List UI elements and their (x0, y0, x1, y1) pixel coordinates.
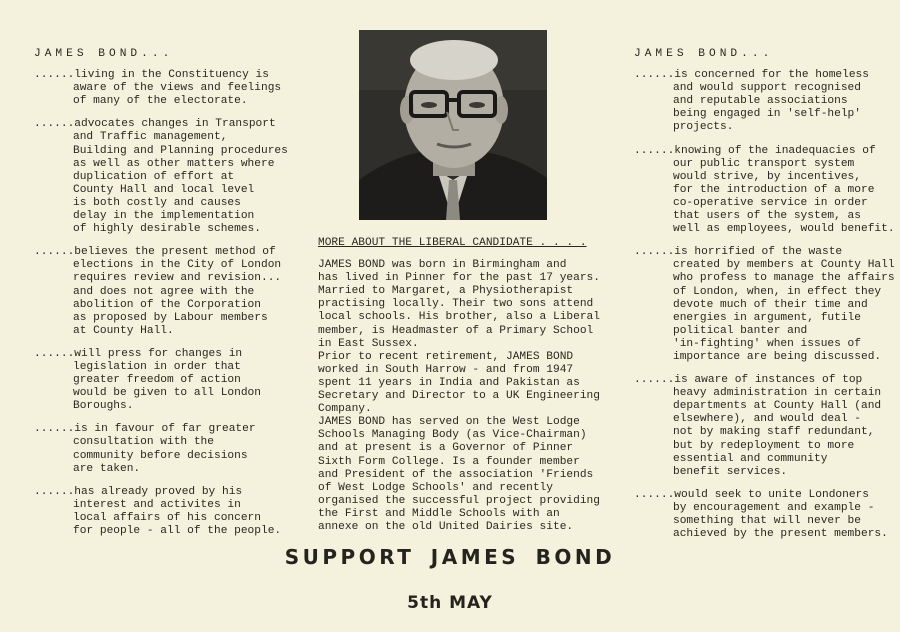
statement-line: consultation with the (73, 436, 214, 449)
left-column-heading: JAMES BOND... (34, 48, 174, 60)
statement-line: of highly desirable schemes. (73, 223, 261, 236)
bio-line: practising locally. Their two sons attend (318, 298, 594, 311)
statement-line: 'in-fighting' when issues of (673, 337, 861, 350)
statement-line: that users of the system, as (673, 210, 861, 223)
statement-item (634, 374, 896, 479)
bio-line: Married to Margaret, a Physiotherapist (318, 285, 574, 298)
statement-item (34, 486, 304, 538)
statement-line: local affairs of his concern (73, 511, 261, 524)
statement-line: elections in the City of London (73, 259, 282, 272)
statement-line: by encouragement and example - (673, 501, 875, 514)
bio-line: spent 11 years in India and Pakistan as (318, 376, 580, 389)
statement-line: interest and activites in (73, 498, 241, 511)
bio-line: and President of the association 'Friends (318, 468, 594, 481)
statement-line: as well as other matters where (73, 157, 275, 170)
statement-line: ......has already proved by his (34, 485, 243, 498)
statement-line: at County Hall. (73, 324, 174, 337)
statement-line: devote much of their time and (673, 298, 868, 311)
statement-item (34, 69, 304, 108)
bio-line: has lived in Pinner for the past 17 years. (318, 272, 600, 285)
statement-line: ......would seek to unite Londoners (634, 488, 869, 501)
statement-line: ......advocates changes in Transport (34, 118, 276, 131)
right-column (634, 48, 896, 551)
bio-title: MORE ABOUT THE LIBERAL CANDIDATE . . . . (318, 237, 587, 249)
candidate-bio (318, 237, 618, 534)
statement-line: ......knowing of the inadequacies of (634, 144, 876, 157)
statement-line: community before decisions (73, 449, 248, 462)
statement-line: would strive, by incentives, (673, 170, 861, 183)
statement-line: essential and community (673, 452, 828, 465)
statement-line: departments at County Hall (and (673, 400, 882, 413)
bio-line: local schools. His brother, also a Liberal (318, 311, 600, 324)
statement-line: duplication of effort at (73, 170, 235, 183)
bio-line: member, is Headmaster of a Primary School (318, 324, 594, 337)
bio-line: JAMES BOND has served on the West Lodge (318, 416, 580, 429)
bio-line: annexe on the old United Dairies site. (318, 520, 574, 533)
statement-line: County Hall and local level (73, 183, 255, 196)
bio-line: in East Sussex. (318, 337, 419, 350)
right-items (634, 69, 896, 541)
statement-line: is both costly and causes (73, 196, 241, 209)
statement-line: Boroughs. (73, 400, 134, 413)
candidate-portrait-image (359, 30, 547, 220)
statement-line: would be given to all London (73, 387, 261, 400)
bio-text (318, 259, 618, 534)
statement-line: legislation in order that (73, 360, 241, 373)
statement-line: elsewhere), and would deal - (673, 413, 861, 426)
statement-line: for the introduction of a more (673, 183, 875, 196)
bio-line: and at present is a Governor of Pinner (318, 442, 574, 455)
left-column (34, 48, 304, 548)
statement-line: ......is concerned for the homeless (634, 69, 869, 82)
bio-line: Schools Managing Body (as Vice-Chairman) (318, 429, 587, 442)
statement-item (34, 246, 304, 338)
statement-item (634, 145, 896, 237)
statement-line: greater freedom of action (73, 374, 241, 387)
statement-item (34, 118, 304, 236)
bio-line: Prior to recent retirement, JAMES BOND (318, 350, 574, 363)
bio-line: the First and Middle Schools with an (318, 507, 560, 520)
statement-item (634, 246, 896, 364)
statement-line: co-operative service in order (673, 196, 868, 209)
statement-line: energies in argument, futile (673, 311, 861, 324)
statement-line: requires review and revision... (73, 272, 282, 285)
statement-line: abolition of the Corporation (73, 298, 261, 311)
statement-line: ......is in favour of far greater (34, 423, 256, 436)
left-items (34, 69, 304, 538)
bio-line: JAMES BOND was born in Birmingham and (318, 259, 567, 272)
statement-line: projects. (673, 121, 734, 134)
statement-line: ......is aware of instances of top (634, 374, 863, 387)
statement-line: something that will never be (673, 515, 861, 527)
statement-line: ......living in the Constituency is (34, 69, 269, 82)
bio-line: Company. (318, 403, 372, 416)
statement-item (634, 69, 896, 134)
statement-line: and would support recognised (673, 82, 861, 95)
statement-line: aware of the views and feelings (73, 82, 282, 95)
statement-line: created by members at County Hall (673, 259, 895, 272)
statement-line: benefit services. (673, 465, 788, 478)
statement-line: Building and Planning procedures (73, 144, 288, 157)
statement-line: being engaged in 'self-help' (673, 108, 861, 121)
statement-line: ......believes the present method of (34, 246, 276, 259)
statement-line: importance are being discussed. (673, 350, 882, 363)
statement-line: are taken. (73, 462, 141, 475)
bio-line: worked in South Harrow - and from 1947 (318, 363, 574, 376)
support-slogan: SUPPORT JAMES BOND (284, 545, 616, 569)
statement-line: of London, when, in effect they (673, 285, 882, 298)
statement-line: ......will press for changes in (34, 347, 243, 360)
statement-line: political banter and (673, 324, 808, 337)
statement-line: as proposed by Labour members (73, 311, 268, 324)
statement-item (34, 348, 304, 413)
statement-line: and reputable associations (673, 95, 848, 108)
statement-line: who profess to manage the affairs (673, 272, 895, 285)
statement-line: delay in the implementation (73, 210, 255, 223)
statement-item (34, 423, 304, 475)
statement-line: for people - all of the people. (73, 525, 282, 537)
statement-item (634, 489, 896, 541)
candidate-photo (359, 30, 547, 220)
statement-line: well as employees, would benefit. (673, 223, 895, 236)
bio-line: Secretary and Director to a UK Engineering (318, 390, 600, 403)
statement-line: and Traffic management, (73, 131, 228, 144)
statement-line: heavy administration in certain (673, 387, 882, 400)
bio-line: Sixth Form College. Is a founder member (318, 455, 580, 468)
bio-line: of West Lodge Schools' and recently (318, 481, 553, 494)
right-column-heading: JAMES BOND... (634, 48, 774, 60)
statement-line: our public transport system (673, 157, 855, 170)
statement-line: not by making staff redundant, (673, 426, 875, 439)
statement-line: of many of the electorate. (73, 95, 248, 108)
statement-line: ......is horrified of the waste (634, 246, 843, 259)
statement-line: and does not agree with the (73, 285, 255, 298)
bio-line: organised the successful project providing (318, 494, 600, 507)
statement-line: achieved by the present members. (673, 528, 888, 541)
statement-line: but by redeployment to more (673, 439, 855, 452)
election-date: 5th MAY (407, 593, 493, 613)
